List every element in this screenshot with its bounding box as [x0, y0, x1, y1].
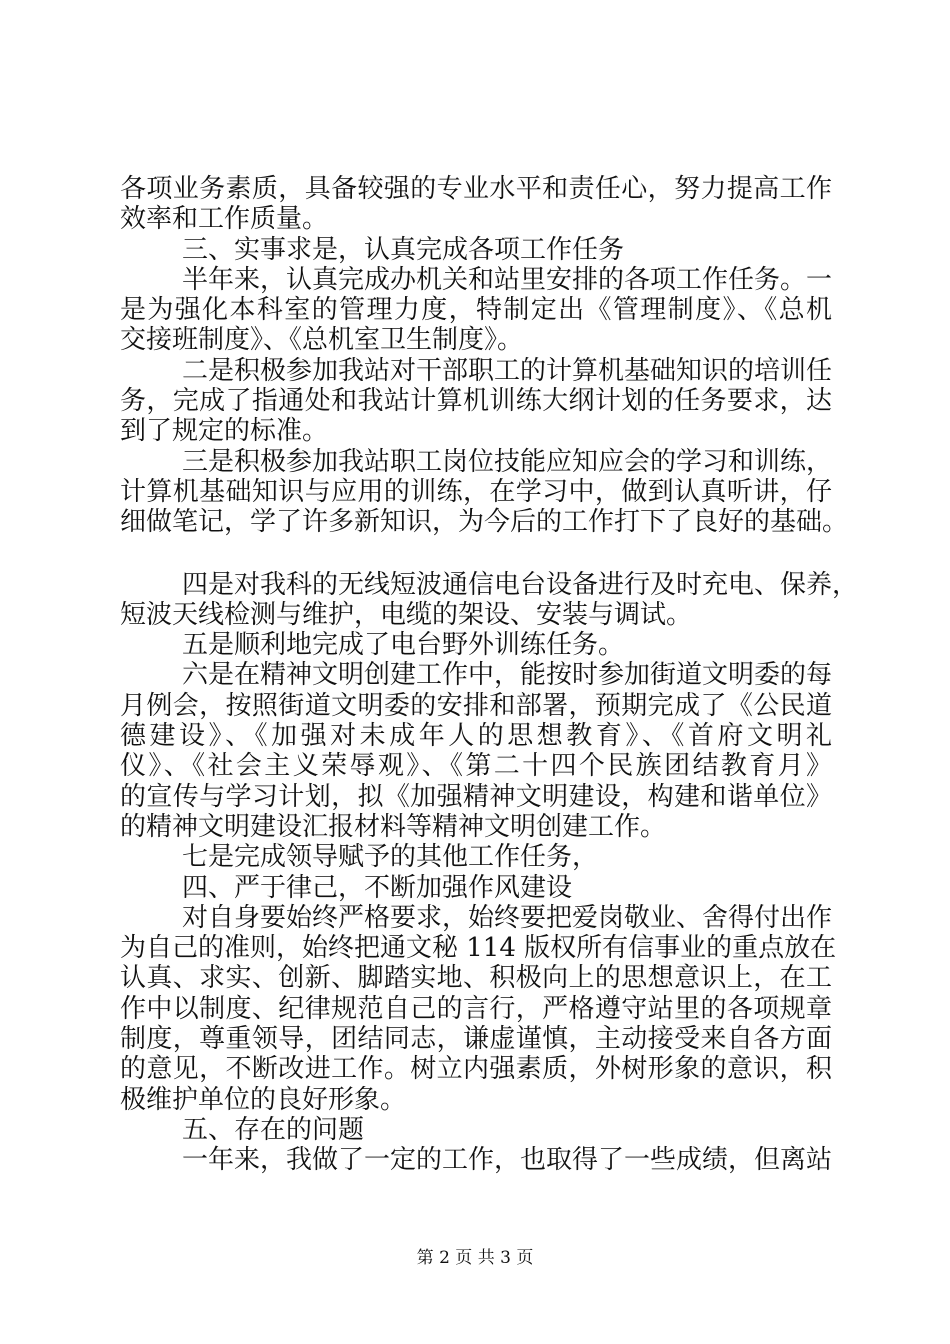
text-line: 为自己的准则，始终把通文秘 114 版权所有信事业的重点放在: [120, 933, 837, 964]
text-line: 三是积极参加我站职工岗位技能应知应会的学习和训练，: [182, 446, 833, 477]
text-line: 的精神文明建设汇报材料等精神文明创建工作。: [120, 811, 667, 842]
text-line: 四、严于律己，不断加强作风建设: [182, 872, 573, 903]
text-line: 五是顺利地完成了电台野外训练任务。: [182, 630, 625, 661]
text-line: 七是完成领导赋予的其他工作任务，: [182, 842, 599, 873]
text-line: 一年来，我做了一定的工作，也取得了一些成绩，但离站: [182, 1145, 833, 1176]
text-line: 四是对我科的无线短波通信电台设备进行及时充电、保养，: [182, 569, 859, 600]
text-line: 六是在精神文明创建工作中，能按时参加街道文明委的每: [182, 660, 833, 691]
text-line: 五、存在的问题: [182, 1114, 365, 1145]
document-body: [120, 174, 859, 1176]
text-line: 三、实事求是，认真完成各项工作任务: [182, 234, 625, 265]
text-line: 认真、求实、创新、脚踏实地、积极向上的思想意识上，在工: [120, 963, 832, 994]
text-line: 二是积极参加我站对干部职工的计算机基础知识的培训任: [182, 355, 833, 386]
text-line: 的宣传与学习计划，拟《加强精神文明建设，构建和谐单位》: [120, 781, 832, 812]
text-line: 对自身要始终严格要求，始终要把爱岗敬业、舍得付出作: [182, 902, 833, 933]
text-line: 务，完成了指通处和我站计算机训练大纲计划的任务要求，达: [120, 386, 832, 417]
text-line: 半年来，认真完成办机关和站里安排的各项工作任务。一: [182, 264, 833, 295]
page-footer: 第 2 页 共 3 页: [416, 1248, 534, 1268]
text-line: 作中以制度、纪律规范自己的言行，严格遵守站里的各项规章: [120, 993, 832, 1024]
text-line: 德建设》、《加强对未成年人的思想教育》、《首府文明礼: [120, 721, 832, 752]
text-line: 是为强化本科室的管理力度，特制定出《管理制度》、《总机: [120, 295, 832, 326]
text-line: 细做笔记，学了许多新知识，为今后的工作打下了良好的基础。: [120, 507, 849, 538]
text-line: 各项业务素质，具备较强的专业水平和责任心，努力提高工作: [120, 174, 832, 204]
text-line: 交接班制度》、《总机室卫生制度》。: [120, 325, 524, 356]
text-line: 月例会，按照街道文明委的安排和部署，预期完成了《公民道: [120, 690, 832, 721]
text-line: 的意见，不断改进工作。树立内强素质，外树形象的意识，积: [120, 1054, 832, 1085]
text-line: 到了规定的标准。: [120, 416, 329, 447]
text-line: 短波天线检测与维护，电缆的架设、安装与调试。: [120, 599, 693, 630]
text-line: 计算机基础知识与应用的训练，在学习中，做到认真听讲，仔: [120, 476, 832, 507]
text-line: 效率和工作质量。: [120, 204, 329, 235]
text-line: 极维护单位的良好形象。: [120, 1084, 407, 1115]
blank-line: [120, 538, 832, 570]
text-line: 制度，尊重领导，团结同志，谦虚谨慎，主动接受来自各方面: [120, 1024, 832, 1055]
text-line: 仪》、《社会主义荣辱观》、《第二十四个民族团结教育月》: [120, 751, 832, 782]
